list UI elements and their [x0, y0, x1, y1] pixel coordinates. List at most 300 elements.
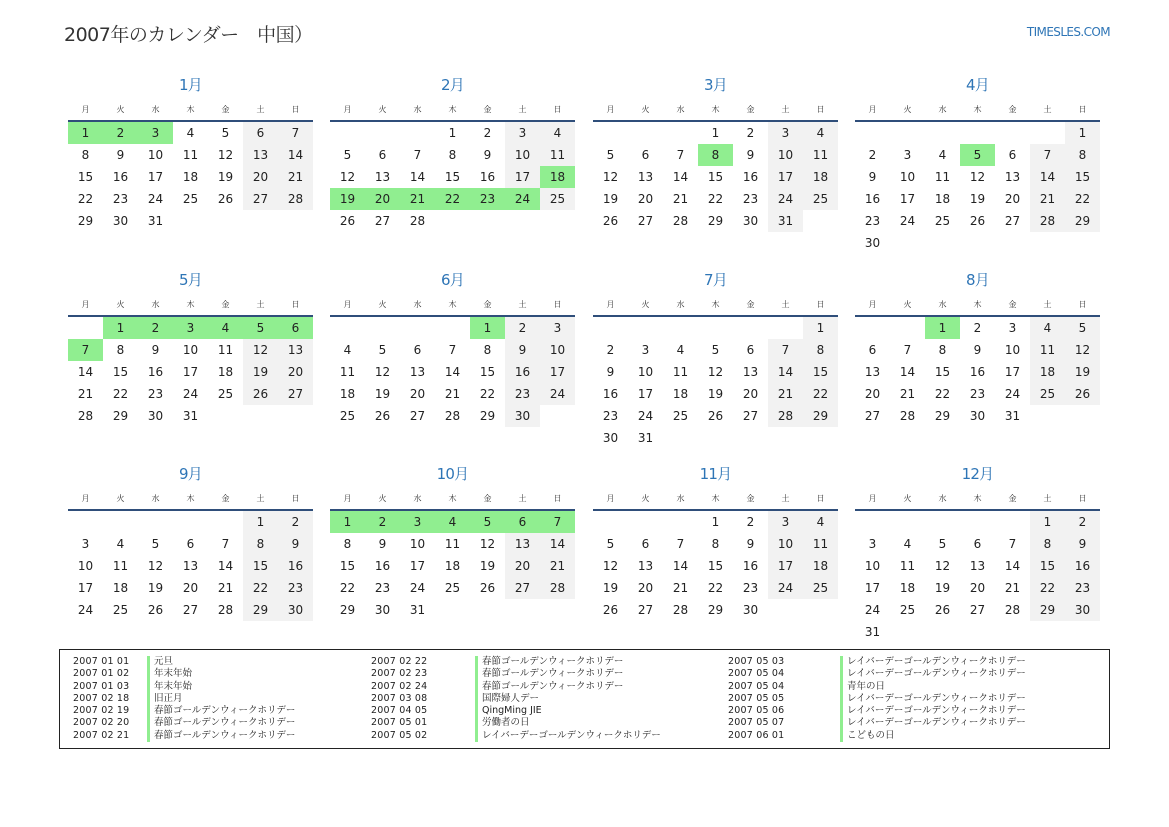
- weekday-label: 金: [746, 493, 755, 503]
- empty-cell: [278, 405, 313, 427]
- day-grid: [68, 122, 313, 232]
- month-4: [855, 72, 1100, 257]
- weekday-label: 月: [343, 493, 352, 503]
- day-cell: 11: [112, 559, 129, 573]
- weekday-label: 水: [151, 104, 160, 114]
- month-name: 11月: [699, 465, 732, 483]
- weekday-label: 土: [518, 104, 527, 114]
- weekday-label: 月: [81, 299, 90, 309]
- day-cell: 2: [483, 126, 492, 140]
- day-cell: 26: [1065, 383, 1100, 405]
- day-cell: 2: [365, 511, 400, 533]
- empty-cell: [470, 210, 505, 232]
- month-name: 10月: [436, 465, 469, 483]
- day-cell: 26: [707, 409, 724, 423]
- day-cell: 12: [602, 559, 619, 573]
- day-cell: 10: [540, 339, 575, 361]
- day-cell: 11: [899, 559, 916, 573]
- empty-cell: [68, 511, 103, 533]
- weekday-label: 土: [518, 299, 527, 309]
- day-cell: 14: [672, 170, 689, 184]
- weekday-label: 水: [413, 299, 422, 309]
- weekday-label: 木: [973, 299, 982, 309]
- day-cell: 8: [938, 343, 947, 357]
- empty-cell: [890, 317, 925, 339]
- weekday-label: 水: [676, 299, 685, 309]
- empty-cell: [960, 621, 995, 643]
- day-cell: 26: [339, 214, 356, 228]
- day-cell: 21: [899, 387, 916, 401]
- weekday-label: 月: [343, 299, 352, 309]
- day-cell: 13: [505, 533, 540, 555]
- day-cell: 12: [707, 365, 724, 379]
- day-cell: 18: [803, 555, 838, 577]
- day-cell: 24: [637, 409, 654, 423]
- empty-cell: [505, 599, 540, 621]
- empty-cell: [890, 122, 925, 144]
- day-cell: 15: [1065, 166, 1100, 188]
- holiday-name: 国際婦人デー: [475, 693, 539, 705]
- day-cell: 14: [77, 365, 94, 379]
- month-name: 2月: [441, 76, 464, 94]
- empty-cell: [803, 427, 838, 449]
- day-cell: 1: [330, 511, 365, 533]
- day-cell: 31: [147, 214, 164, 228]
- holiday-row: [371, 656, 661, 668]
- day-cell: 16: [602, 387, 619, 401]
- day-cell: 28: [278, 188, 313, 210]
- day-cell: 15: [444, 170, 461, 184]
- empty-cell: [628, 122, 663, 144]
- weekday-label: 火: [378, 493, 387, 503]
- day-cell: 21: [217, 581, 234, 595]
- weekday-label: 火: [116, 104, 125, 114]
- day-cell: 17: [147, 170, 164, 184]
- day-cell: 5: [711, 343, 720, 357]
- day-cell: 30: [602, 431, 619, 445]
- empty-cell: [330, 317, 365, 339]
- day-cell: 15: [707, 170, 724, 184]
- holiday-date: 2007 01 01: [73, 656, 130, 667]
- month-5: [68, 267, 313, 452]
- day-cell: 27: [374, 214, 391, 228]
- day-cell: 30: [742, 214, 759, 228]
- weekday-label: 木: [186, 104, 195, 114]
- weekday-label: 日: [553, 493, 562, 503]
- day-cell: 16: [864, 192, 881, 206]
- holiday-name: レイバーデーゴールデンウィークホリデー: [840, 668, 1026, 680]
- day-cell: 25: [803, 577, 838, 599]
- day-cell: 20: [637, 192, 654, 206]
- day-cell: 17: [768, 166, 803, 188]
- day-cell: 8: [803, 339, 838, 361]
- day-cell: 23: [1065, 577, 1100, 599]
- holiday-name: 春節ゴールデンウィークホリデー: [475, 656, 623, 668]
- day-cell: 31: [182, 409, 199, 423]
- day-cell: 22: [77, 192, 94, 206]
- holiday-date: 2007 05 03: [728, 656, 785, 667]
- day-cell: 9: [973, 343, 982, 357]
- month-9: [68, 461, 313, 646]
- holiday-date: 2007 06 01: [728, 729, 785, 741]
- day-cell: 5: [606, 537, 615, 551]
- day-cell: 6: [973, 537, 982, 551]
- holiday-date: 2007 05 07: [728, 717, 785, 729]
- empty-cell: [593, 317, 628, 339]
- day-grid: [330, 317, 575, 427]
- holiday-date: 2007 01 03: [73, 680, 130, 692]
- holiday-name: 青年の日: [840, 681, 885, 693]
- day-cell: 29: [479, 409, 496, 423]
- day-cell: 31: [864, 625, 881, 639]
- page-title: 2007年のカレンダー 中国）: [64, 24, 313, 46]
- day-cell: 10: [1004, 343, 1021, 357]
- day-cell: 12: [147, 559, 164, 573]
- weekday-label: 水: [413, 493, 422, 503]
- day-cell: 9: [151, 343, 160, 357]
- day-cell: 11: [1030, 339, 1065, 361]
- empty-cell: [925, 511, 960, 533]
- holiday-name: レイバーデーゴールデンウィークホリデー: [840, 693, 1026, 705]
- day-cell: 22: [243, 577, 278, 599]
- weekday-label: 火: [903, 104, 912, 114]
- day-cell: 20: [969, 581, 986, 595]
- day-cell: 3: [868, 537, 877, 551]
- weekday-label: 木: [711, 299, 720, 309]
- day-cell: 25: [899, 603, 916, 617]
- day-cell: 3: [903, 148, 912, 162]
- empty-cell: [995, 122, 1030, 144]
- weekday-label: 火: [116, 493, 125, 503]
- day-cell: 25: [672, 409, 689, 423]
- empty-cell: [1030, 405, 1065, 427]
- day-cell: 29: [1030, 599, 1065, 621]
- holiday-row: [73, 717, 295, 729]
- month-name: 3月: [704, 76, 727, 94]
- empty-cell: [593, 122, 628, 144]
- holiday-name: レイバーデーゴールデンウィークホリデー: [840, 717, 1026, 729]
- day-cell: 29: [707, 214, 724, 228]
- empty-cell: [505, 210, 540, 232]
- empty-cell: [960, 511, 995, 533]
- day-cell: 10: [768, 533, 803, 555]
- weekday-label: 土: [256, 104, 265, 114]
- day-cell: 23: [969, 387, 986, 401]
- day-cell: 1: [243, 511, 278, 533]
- day-cell: 12: [1065, 339, 1100, 361]
- empty-cell: [138, 511, 173, 533]
- day-cell: 29: [243, 599, 278, 621]
- day-cell: 8: [116, 343, 125, 357]
- day-cell: 12: [479, 537, 496, 551]
- day-cell: 14: [444, 365, 461, 379]
- month-10: [330, 461, 575, 646]
- day-cell: 10: [182, 343, 199, 357]
- day-cell: 3: [400, 511, 435, 533]
- day-cell: 16: [742, 559, 759, 573]
- weekday-header: [330, 293, 575, 317]
- holiday-row: [728, 668, 1026, 680]
- weekday-label: 火: [378, 104, 387, 114]
- day-cell: 28: [217, 603, 234, 617]
- holiday-name: レイバーデーゴールデンウィークホリデー: [840, 656, 1026, 668]
- day-cell: 17: [864, 581, 881, 595]
- weekday-label: 月: [606, 104, 615, 114]
- weekday-label: 月: [606, 493, 615, 503]
- weekday-label: 金: [483, 493, 492, 503]
- day-cell: 12: [969, 170, 986, 184]
- day-cell: 13: [637, 170, 654, 184]
- day-cell: 5: [151, 537, 160, 551]
- holiday-date: 2007 02 18: [73, 692, 130, 704]
- holiday-row: [371, 693, 661, 705]
- calendar-grid: [68, 72, 1101, 642]
- day-cell: 19: [602, 581, 619, 595]
- day-cell: 14: [409, 170, 426, 184]
- month-name: 7月: [704, 271, 727, 289]
- day-grid: [593, 317, 838, 449]
- day-cell: 25: [444, 581, 461, 595]
- day-cell: 10: [899, 170, 916, 184]
- empty-cell: [890, 232, 925, 254]
- day-cell: 27: [409, 409, 426, 423]
- day-cell: 1: [803, 317, 838, 339]
- weekday-label: 火: [641, 493, 650, 503]
- day-cell: 27: [505, 577, 540, 599]
- weekday-header: [68, 487, 313, 511]
- day-cell: 27: [278, 383, 313, 405]
- day-cell: 19: [934, 581, 951, 595]
- holiday-name: 元旦: [147, 656, 173, 668]
- day-cell: 26: [147, 603, 164, 617]
- day-cell: 16: [505, 361, 540, 383]
- day-grid: [855, 511, 1100, 643]
- day-cell: 28: [899, 409, 916, 423]
- day-cell: 14: [1030, 166, 1065, 188]
- empty-cell: [768, 427, 803, 449]
- day-cell: 26: [934, 603, 951, 617]
- day-cell: 21: [278, 166, 313, 188]
- day-cell: 7: [413, 148, 422, 162]
- day-cell: 21: [672, 581, 689, 595]
- day-cell: 16: [147, 365, 164, 379]
- day-cell: 5: [343, 148, 352, 162]
- day-cell: 18: [803, 166, 838, 188]
- holiday-date: 2007 05 06: [728, 705, 785, 717]
- empty-cell: [960, 232, 995, 254]
- weekday-label: 土: [518, 493, 527, 503]
- day-cell: 10: [147, 148, 164, 162]
- day-cell: 11: [934, 170, 951, 184]
- weekday-label: 木: [448, 299, 457, 309]
- day-cell: 17: [768, 555, 803, 577]
- day-cell: 2: [138, 317, 173, 339]
- day-cell: 12: [374, 365, 391, 379]
- month-7: [593, 267, 838, 452]
- day-cell: 30: [278, 599, 313, 621]
- day-cell: 6: [505, 511, 540, 533]
- empty-cell: [1030, 621, 1065, 643]
- day-cell: 1: [1065, 122, 1100, 144]
- holiday-date: 2007 02 22: [371, 656, 428, 667]
- weekday-header: [855, 487, 1100, 511]
- day-cell: 24: [864, 603, 881, 617]
- day-cell: 25: [934, 214, 951, 228]
- day-cell: 1: [470, 317, 505, 339]
- day-cell: 23: [374, 581, 391, 595]
- empty-cell: [435, 599, 470, 621]
- day-cell: 4: [903, 537, 912, 551]
- empty-cell: [540, 210, 575, 232]
- day-cell: 17: [637, 387, 654, 401]
- holiday-date: 2007 05 04: [728, 668, 785, 680]
- day-cell: 15: [243, 555, 278, 577]
- holiday-name: 春節ゴールデンウィークホリデー: [147, 730, 295, 742]
- holiday-row: [728, 705, 1026, 717]
- empty-cell: [855, 317, 890, 339]
- month-1: [68, 72, 313, 257]
- holiday-row: [728, 681, 1026, 693]
- day-cell: 13: [637, 559, 654, 573]
- day-cell: 30: [864, 236, 881, 250]
- day-cell: 28: [409, 214, 426, 228]
- day-cell: 25: [803, 188, 838, 210]
- weekday-label: 水: [676, 493, 685, 503]
- holiday-date: 2007 02 19: [73, 705, 130, 717]
- empty-cell: [663, 122, 698, 144]
- empty-cell: [400, 122, 435, 144]
- weekday-label: 火: [641, 299, 650, 309]
- weekday-label: 土: [256, 493, 265, 503]
- day-cell: 14: [540, 533, 575, 555]
- holiday-row: [371, 668, 661, 680]
- day-cell: 22: [803, 383, 838, 405]
- holiday-column: [728, 656, 1026, 742]
- holiday-name: 春節ゴールデンウィークホリデー: [475, 681, 623, 693]
- holiday-row: [73, 693, 295, 705]
- holiday-date: 2007 05 05: [728, 692, 785, 704]
- day-cell: 20: [1004, 192, 1021, 206]
- day-cell: 4: [186, 126, 195, 140]
- day-cell: 8: [243, 533, 278, 555]
- weekday-label: 木: [711, 493, 720, 503]
- empty-cell: [768, 317, 803, 339]
- day-cell: 3: [81, 537, 90, 551]
- empty-cell: [995, 621, 1030, 643]
- weekday-label: 日: [1078, 299, 1087, 309]
- weekday-label: 火: [903, 299, 912, 309]
- weekday-label: 月: [81, 493, 90, 503]
- day-cell: 26: [969, 214, 986, 228]
- month-6: [330, 267, 575, 452]
- weekday-label: 月: [606, 299, 615, 309]
- day-cell: 16: [1065, 555, 1100, 577]
- day-cell: 6: [1008, 148, 1017, 162]
- day-cell: 9: [378, 537, 387, 551]
- empty-cell: [733, 317, 768, 339]
- day-cell: 19: [479, 559, 496, 573]
- day-cell: 24: [409, 581, 426, 595]
- day-cell: 29: [112, 409, 129, 423]
- day-cell: 18: [934, 192, 951, 206]
- day-cell: 6: [378, 148, 387, 162]
- day-cell: 4: [343, 343, 352, 357]
- weekday-label: 月: [343, 104, 352, 114]
- empty-cell: [890, 621, 925, 643]
- day-cell: 14: [278, 144, 313, 166]
- weekday-label: 金: [746, 299, 755, 309]
- day-cell: 18: [339, 387, 356, 401]
- day-cell: 2: [746, 126, 755, 140]
- day-cell: 14: [672, 559, 689, 573]
- weekday-label: 金: [1008, 493, 1017, 503]
- holiday-name: 春節ゴールデンウィークホリデー: [147, 717, 295, 729]
- empty-cell: [1030, 122, 1065, 144]
- weekday-label: 日: [291, 299, 300, 309]
- day-cell: 27: [637, 214, 654, 228]
- empty-cell: [890, 511, 925, 533]
- day-cell: 15: [934, 365, 951, 379]
- day-cell: 29: [1065, 210, 1100, 232]
- day-cell: 7: [903, 343, 912, 357]
- site-link[interactable]: TIMESLES.COM: [1026, 25, 1110, 39]
- day-cell: 24: [505, 188, 540, 210]
- day-cell: 13: [278, 339, 313, 361]
- weekday-label: 火: [641, 104, 650, 114]
- day-cell: 21: [768, 383, 803, 405]
- empty-cell: [1065, 405, 1100, 427]
- day-cell: 25: [182, 192, 199, 206]
- day-cell: 10: [637, 365, 654, 379]
- day-cell: 2: [278, 511, 313, 533]
- day-cell: 21: [1004, 581, 1021, 595]
- day-cell: 22: [1065, 188, 1100, 210]
- empty-cell: [1065, 232, 1100, 254]
- weekday-label: 日: [816, 104, 825, 114]
- holiday-row: [73, 681, 295, 693]
- empty-cell: [208, 511, 243, 533]
- day-cell: 1: [448, 126, 457, 140]
- day-grid: [330, 511, 575, 621]
- day-cell: 16: [969, 365, 986, 379]
- holiday-name: レイバーデーゴールデンウィークホリデー: [475, 730, 661, 742]
- day-cell: 23: [112, 192, 129, 206]
- weekday-header: [593, 98, 838, 122]
- weekday-label: 水: [413, 104, 422, 114]
- weekday-label: 水: [151, 299, 160, 309]
- weekday-label: 土: [781, 299, 790, 309]
- day-cell: 19: [330, 188, 365, 210]
- day-cell: 14: [768, 361, 803, 383]
- day-cell: 11: [803, 533, 838, 555]
- day-cell: 30: [147, 409, 164, 423]
- day-cell: 14: [1004, 559, 1021, 573]
- empty-cell: [365, 122, 400, 144]
- day-cell: 22: [479, 387, 496, 401]
- weekday-label: 日: [553, 104, 562, 114]
- day-cell: 11: [182, 148, 199, 162]
- day-cell: 9: [1065, 533, 1100, 555]
- day-cell: 23: [505, 383, 540, 405]
- day-cell: 24: [77, 603, 94, 617]
- empty-cell: [925, 122, 960, 144]
- weekday-header: [593, 487, 838, 511]
- weekday-label: 土: [1043, 299, 1052, 309]
- empty-cell: [208, 210, 243, 232]
- day-cell: 27: [742, 409, 759, 423]
- weekday-header: [68, 98, 313, 122]
- day-grid: [855, 122, 1100, 254]
